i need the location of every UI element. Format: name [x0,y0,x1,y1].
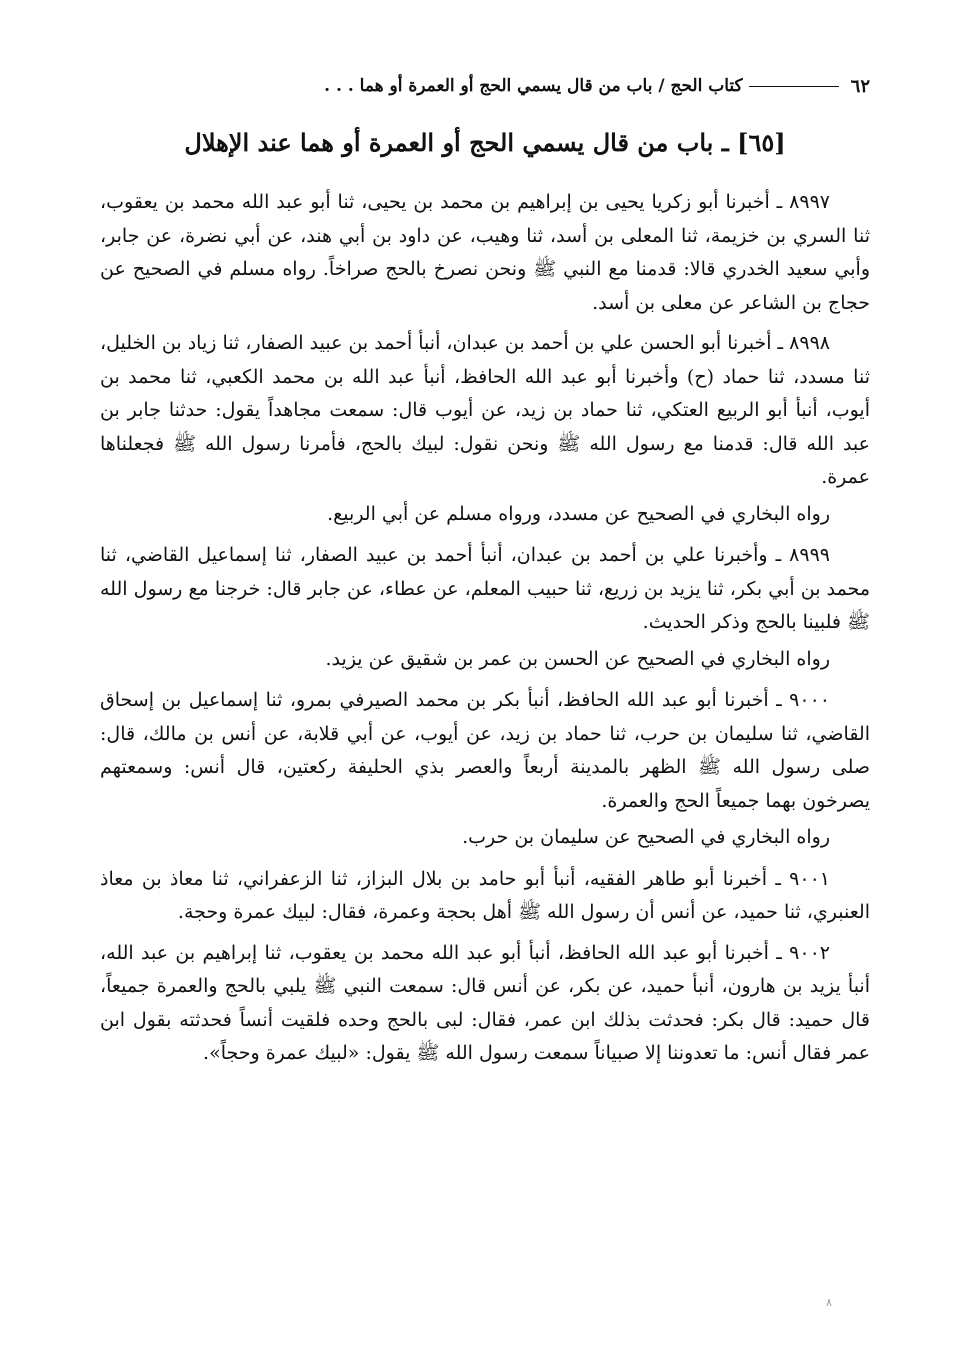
narration-note: رواه البخاري في الصحيح عن الحسن بن عمر بن شقيق عن يزيد. [325,647,830,670]
page-number: ٦٢ [850,75,870,97]
footer-mark: ٨ [826,1296,832,1309]
hadith-9001: ٩٠٠١ ـ أخبرنا أبو طاهر الفقيه، أنبأ أبو حامد بن بلال البزاز، ثنا الزعفراني، ثنا معاذ بن معاذ العنبري، ثنا حميد، عن أنس أن رسول الله ﷺ أهل بحجة وعمرة، فقال: لبيك عمرة وحجة. [100,867,870,923]
hadith-9000: ٩٠٠٠ ـ أخبرنا أبو عبد الله الحافظ، أنبأ بكر بن محمد الصيرفي بمرو، ثنا إسماعيل بن إسحاق القاضي، ثنا سليمان بن حرب، ثنا حماد بن زيد، عن أيوب، عن أبي قلابة، عن أنس بن مالك، قال: صلى رسول الله ﷺ الظهر بالمدينة أربعاً والعصر بذي الحليفة ركعتين، قال أنس: وسمعتهم يصرخون بهما جميعاً الحج والعمرة. [100,689,870,812]
hadith-8998: ٨٩٩٨ ـ أخبرنا أبو الحسن علي بن أحمد بن عبدان، أنبأ أحمد بن عبيد الصفار، ثنا زياد بن الخليل، ثنا مسدد، ثنا حماد (ح) وأخبرنا أبو عبد الله الحافظ، أنبأ عبد الله بن محمد الكعبي، ثنا محمد بن أيوب، أنبأ أبو الربيع العتكي، ثنا حماد بن زيد، عن أيوب قال: سمعت مجاهداً يقول: حدثنا جابر بن عبد الله قال: قدمنا مع رسول الله ﷺ ونحن نقول: لبيك بالحج، فأمرنا رسول الله ﷺ فجعلناها عمرة. [100,332,870,488]
header-rule [749,86,839,87]
hadith-8999: ٨٩٩٩ ـ وأخبرنا علي بن أحمد بن عبدان، أنبأ أحمد بن عبيد الصفار، ثنا إسماعيل القاضي، ثنا محمد بن أبي بكر، ثنا يزيد بن زريع، ثنا حبيب المعلم، عن عطاء، عن جابر قال: خرجنا مع رسول الله ﷺ فلبينا بالحج وذكر الحديث. [100,544,870,633]
running-title: كتاب الحج / باب من قال يسمي الحج أو العمرة أو هما . . . [324,76,743,96]
hadith-9002: ٩٠٠٢ ـ أخبرنا أبو عبد الله الحافظ، أنبأ أبو عبد الله محمد بن يعقوب، ثنا إبراهيم بن عبد الله، أنبأ يزيد بن هارون، أنبأ حميد، عن بكر، عن أنس قال: سمعت النبي ﷺ يلبي بالحج والعمرة جميعاً، قال حميد: قال بكر: فحدثت بذلك ابن عمر، فقال: لبى بالحج وحده فلقيت أنساً فحدثته بقول ابن عمر فقال أنس: ما تعدوننا إلا صبياناً سمعت رسول الله ﷺ يقول: «لبيك عمرة وحجاً». [100,941,870,1064]
narration-note: رواه البخاري في الصحيح عن مسدد، ورواه مسلم عن أبي الربيع. [327,502,830,525]
chapter-title: [٦٥] ـ باب من قال يسمي الحج أو العمرة أو هما عند الإهلال [184,128,786,157]
text-body [100,186,870,1078]
hadith-8997: ٨٩٩٧ ـ أخبرنا أبو زكريا يحيى بن إبراهيم بن محمد بن يحيى، ثنا أبو عبد الله محمد بن يعقوب، ثنا السري بن خزيمة، ثنا المعلى بن أسد، ثنا وهيب، عن داود بن أبي هند، عن أبي نضرة، عن جابر، وأبي سعيد الخدري قالا: قدمنا مع النبي ﷺ ونحن نصرخ بالحج صراخاً. رواه مسلم في الصحيح عن حجاج بن الشاعر عن معلى بن أسد. [100,191,870,314]
narration-note: رواه البخاري في الصحيح عن سليمان بن حرب. [462,826,830,848]
running-header [100,66,870,106]
